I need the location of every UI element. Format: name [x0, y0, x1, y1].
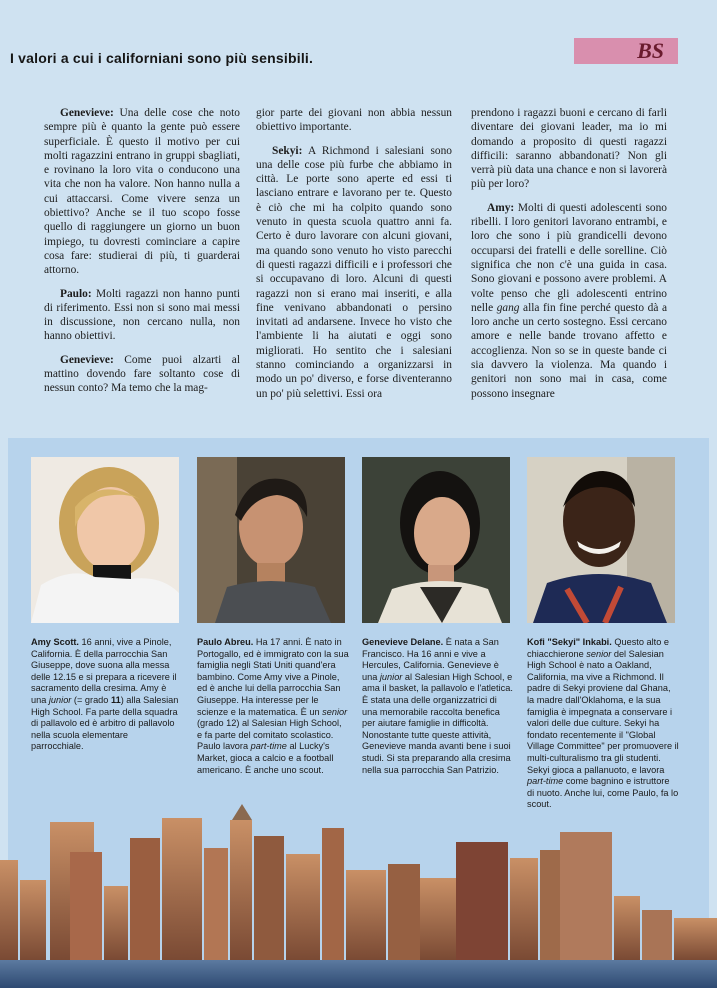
caption-text: Questo alto e chiacchierone — [527, 637, 669, 659]
emphasis-text: part-time — [527, 776, 564, 787]
speaker-name: Paulo: — [60, 287, 92, 300]
paragraph-text: prendono i ragazzi buoni e cercano di farli diventare dei giovani leader, ma io mi domando a proposito di questi ragazzi difficili: saranno abbandonati? Non gli verrà più data una chance e non si lavorerà più per loro? — [471, 107, 667, 191]
portrait-kofi — [527, 457, 675, 623]
section-badge — [574, 38, 678, 64]
paragraph — [44, 353, 240, 396]
caption-text: ) alla Salesian High School. Fa parte della squadra di pallavolo ed è arbitro di pallavolo nella scuola elementare parrocchiale. — [31, 694, 179, 752]
speaker-name: Genevieve: — [60, 107, 114, 119]
emphasis-text: senior — [322, 706, 348, 717]
paragraph-text: Una delle cose che noto sempre più è quanto la gente può essere superficiale. È questo il motivo per cui molti ragazzini entrano in gruppi sbagliati, e rovinano la loro vita o conducono una vita che non ha valore. Non hanno nulla a cui attaccarsi. Come vivere senza un obiettivo? Anche se il tuo scopo fosse quello di raggiungere un giorno un buon impiego, tu dovresti cominciare a capire cosa fare: studierai di più, ti guarderai attorno. — [44, 107, 240, 277]
profile-name: Kofi "Sekyi" Inkabi. — [527, 637, 612, 647]
section-badge-label: BS — [637, 38, 664, 63]
speaker-name: Genevieve: — [60, 353, 114, 366]
emphasis-text: junior — [48, 694, 72, 705]
page-heading: I valori a cui i californiani sono più sensibili. — [10, 50, 314, 66]
article-column-3 — [471, 106, 667, 410]
emphasis-text: part-time — [250, 741, 287, 752]
paragraph-text: gior parte dei giovani non abbia nessun obiettivo importante. — [256, 107, 452, 134]
caption-text: Ha 17 anni. È nato in Portogallo, ed è immigrato con la sua famiglia negli Stati Uniti quand'era bambino. Come Amy vive a Pinole, ed è anche lui della parrocchia San Giuseppe. Ha interesse per le scienze e la matematica. È un — [197, 637, 349, 717]
strong-text: 11 — [110, 694, 121, 705]
speaker-name: Sekyi: — [272, 144, 303, 157]
caption-text: 16 anni, vive a Pinole, California. È della parrocchia San Giuseppe, dove suona alla messa delle 12.15 e si prepara a ricevere il sacramento della cresima. Amy è una — [31, 637, 177, 705]
paragraph-text: Come puoi alzarti al mattino dovendo fare soltanto cose di nessun conto? Ma temo che la mag- — [44, 353, 240, 395]
paragraph — [471, 201, 667, 401]
emphasis-text: senior — [586, 648, 612, 659]
profile-name: Amy Scott. — [31, 637, 79, 647]
paragraph — [44, 287, 240, 344]
profile-caption-genevieve — [362, 637, 514, 776]
paragraph-text: A Richmond i salesiani sono una delle cose più furbe che abbiamo in città. Le porte sono aperte ed essi ti lasciano entrare e lavorano per te. Questo è ciò che mi ha colpito quando sono venuto in questa scuola quattro anni fa. Certo è duro lavorare con alcuni giovani, ma quando sono venuto ho visto parecchi di questi ragazzi difficili e i professori che si occupavano di loro. Alcuni di questi ragazzi non si erano mai inseriti, e alla fine venivano abbandonati o persino invitati ad andarsene. Invece ho visto che l'ambiente li ha aiutati e oggi sono migliorati. Ho sentito che i salesiani stanno cominciando a organizzarsi in modo un po' diverso, e forse diventeranno un po' più selettivi. Essi ora — [256, 144, 452, 400]
caption-text: del Salesian High School è nato a Oakland, California, ma vive a Richmond. Il padre di Sekyi proviene dal Ghana, la madre dall'Oklahoma, e la sua famiglia è impegnata a conservare i valori delle due culture. Sekyi ha fondato recentemente il "Global Village Committee" per promuovere il multi-culturalismo tra gli studenti. Sekyi gioca a pallanuoto, e lavora — [527, 648, 679, 775]
caption-text: come bagnino e istruttore di nuoto. Anche lui, come Paulo, fa lo scout. — [527, 776, 679, 810]
paragraph — [44, 106, 240, 278]
caption-text: al Salesian High School, e ama il basket, la pallavolo e l'atletica. È stata una delle organizzatrici di una memorabile raccolta benefica per aiutare famiglie in difficoltà. Nonostante tutte queste attività, Genevieve manda avanti bene i suoi studi. Si sta preparando alla cresima nella sua parrocchia San Patrizio. — [362, 671, 513, 775]
profile-caption-amy — [31, 637, 183, 753]
paragraph — [256, 106, 452, 135]
portrait-paulo — [197, 457, 345, 623]
speaker-name: Amy: — [487, 201, 515, 214]
emphasis-text: junior — [379, 671, 403, 682]
profile-caption-kofi — [527, 637, 679, 811]
caption-text: (= grado — [71, 694, 111, 705]
profile-name: Genevieve Delane. — [362, 637, 444, 647]
caption-text: (grado 12) al Salesian High School, e fa parte del comitato scolastico. Paulo lavora — [197, 718, 342, 752]
caption-text: al Lucky's Market, gioca a calcio e a football americano. È anche uno scout. — [197, 741, 334, 775]
paragraph-text: Molti di questi adolescenti sono ribelli. I loro genitori lavorano entrambi, e loro che sono i più grandicelli devono occuparsi dei fratelli e delle sorelline. Ciò significa che non c'è una guida in casa. Sono giovani e possono avere problemi. A volte penso che gli adolescenti entrino nelle — [471, 201, 667, 314]
paragraph-text: Molti ragazzi non hanno punti di riferimento. Essi non si sono mai messi in discussione, non cercano nulla, non hanno obiettivi. — [44, 287, 240, 343]
portrait-genevieve — [362, 457, 510, 623]
profile-caption-paulo — [197, 637, 349, 776]
city-skyline-image — [0, 800, 717, 988]
paragraph — [471, 106, 667, 192]
paragraph — [256, 144, 452, 401]
caption-text: È nata a San Francisco. Ha 16 anni e vive a Hercules, California. Genevieve è una — [362, 637, 499, 682]
paragraph-text: alla fin fine perché questo dà a loro anche un certo sostegno. Essi cercano amore e nelle bande trovano affetto e accoglienza. Non so se in queste bande ci sia davvero la violenza. Ma quando i genitori non sono mai in casa, come possono insegnare — [471, 301, 667, 400]
portrait-amy — [31, 457, 179, 623]
emphasis-text: gang — [496, 301, 520, 314]
article-column-1 — [44, 106, 240, 405]
article-column-2 — [256, 106, 452, 410]
profile-name: Paulo Abreu. — [197, 637, 254, 647]
